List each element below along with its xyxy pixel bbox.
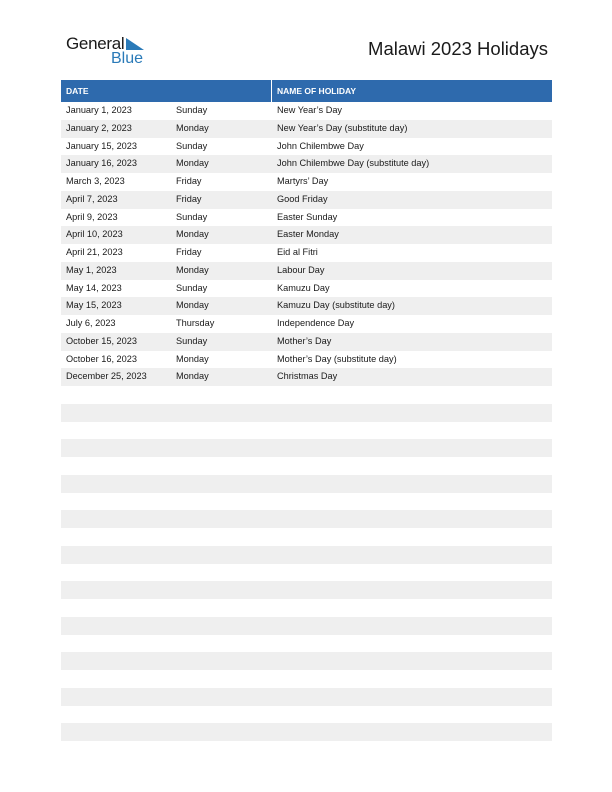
- table-row: [61, 120, 552, 138]
- row-holiday-name: Kamuzu Day: [277, 282, 330, 293]
- row-holiday-name: Easter Sunday: [277, 211, 338, 222]
- table-row: [61, 457, 552, 475]
- row-day: Monday: [176, 229, 209, 240]
- row-holiday-name: Kamuzu Day (substitute day): [277, 300, 395, 311]
- table-row: [61, 404, 552, 422]
- row-holiday-name: New Year’s Day: [277, 105, 343, 115]
- table-row: [61, 475, 552, 493]
- logo: [66, 34, 156, 68]
- table-row: [61, 688, 552, 706]
- table-row: [61, 155, 552, 173]
- row-date: May 1, 2023: [66, 264, 117, 275]
- table-row: [61, 191, 552, 209]
- table-row: [61, 209, 552, 227]
- table-row: [61, 244, 552, 262]
- row-date: March 3, 2023: [66, 176, 125, 186]
- row-holiday-name: John Chilembwe Day (substitute day): [277, 158, 430, 169]
- row-holiday-name: Independence Day: [277, 318, 355, 328]
- logo-triangle-icon: [126, 38, 144, 50]
- table-row: [61, 599, 552, 617]
- row-day: Sunday: [176, 211, 208, 222]
- table-row: [61, 581, 552, 599]
- logo-general-text: General: [66, 34, 125, 53]
- table-row: [61, 706, 552, 724]
- row-holiday-name: Martyrs’ Day: [277, 176, 329, 186]
- table-row: [61, 262, 552, 280]
- row-holiday-name: New Year’s Day (substitute day): [277, 122, 408, 133]
- row-date: April 10, 2023: [66, 229, 123, 240]
- row-date: April 21, 2023: [66, 247, 123, 257]
- row-date: December 25, 2023: [66, 371, 147, 382]
- row-day: Friday: [176, 193, 202, 204]
- row-date: January 1, 2023: [66, 105, 132, 115]
- row-day: Monday: [176, 158, 209, 169]
- row-day: Monday: [176, 264, 209, 275]
- table-row: [61, 315, 552, 333]
- row-holiday-name: Mother’s Day (substitute day): [277, 353, 397, 364]
- table-row: [61, 368, 552, 386]
- row-day: Monday: [176, 300, 209, 311]
- holiday-table: [61, 80, 552, 741]
- row-day: Monday: [176, 371, 209, 382]
- table-row: [61, 386, 552, 404]
- header-divider: [271, 80, 272, 102]
- row-date: January 15, 2023: [66, 140, 138, 151]
- row-day: Sunday: [176, 140, 208, 151]
- row-holiday-name: Easter Monday: [277, 229, 339, 240]
- row-day: Sunday: [176, 105, 208, 115]
- table-row: [61, 226, 552, 244]
- table-row: [61, 528, 552, 546]
- table-row: [61, 493, 552, 511]
- row-date: January 16, 2023: [66, 158, 138, 169]
- row-holiday-name: Good Friday: [277, 193, 328, 204]
- row-day: Monday: [176, 122, 209, 133]
- row-date: May 14, 2023: [66, 282, 122, 293]
- row-holiday-name: John Chilembwe Day: [277, 140, 364, 151]
- row-date: July 6, 2023: [66, 318, 116, 328]
- row-day: Monday: [176, 353, 209, 364]
- table-row: [61, 138, 552, 156]
- table-row: [61, 173, 552, 191]
- row-date: May 15, 2023: [66, 300, 122, 311]
- table-row: [61, 564, 552, 582]
- table-row: [61, 102, 552, 120]
- header-date: DATE: [66, 86, 89, 96]
- row-holiday-name: Labour Day: [277, 264, 325, 275]
- row-day: Sunday: [176, 335, 208, 346]
- table-row: [61, 333, 552, 351]
- table-row: [61, 670, 552, 688]
- table-row: [61, 297, 552, 315]
- table-row: [61, 635, 552, 653]
- row-holiday-name: Christmas Day: [277, 371, 338, 382]
- table-row: [61, 280, 552, 298]
- row-day: Friday: [176, 247, 202, 257]
- row-date: April 7, 2023: [66, 193, 118, 204]
- table-row: [61, 351, 552, 369]
- row-day: Sunday: [176, 282, 208, 293]
- header-name: NAME OF HOLIDAY: [277, 86, 357, 96]
- table-row: [61, 652, 552, 670]
- row-date: April 9, 2023: [66, 211, 118, 222]
- table-header: [61, 80, 552, 102]
- row-date: October 15, 2023: [66, 335, 137, 346]
- table-row: [61, 439, 552, 457]
- table-body: [61, 102, 552, 741]
- row-holiday-name: Eid al Fitri: [277, 247, 318, 257]
- table-row: [61, 510, 552, 528]
- table-row: [61, 422, 552, 440]
- table-row: [61, 546, 552, 564]
- row-day: Friday: [176, 176, 202, 186]
- page-title: Malawi 2023 Holidays: [368, 38, 548, 59]
- row-holiday-name: Mother’s Day: [277, 335, 332, 346]
- row-date: October 16, 2023: [66, 353, 137, 364]
- row-day: Thursday: [176, 318, 215, 328]
- table-row: [61, 617, 552, 635]
- row-date: January 2, 2023: [66, 122, 132, 133]
- table-row: [61, 723, 552, 741]
- logo-blue-text: Blue: [111, 50, 144, 67]
